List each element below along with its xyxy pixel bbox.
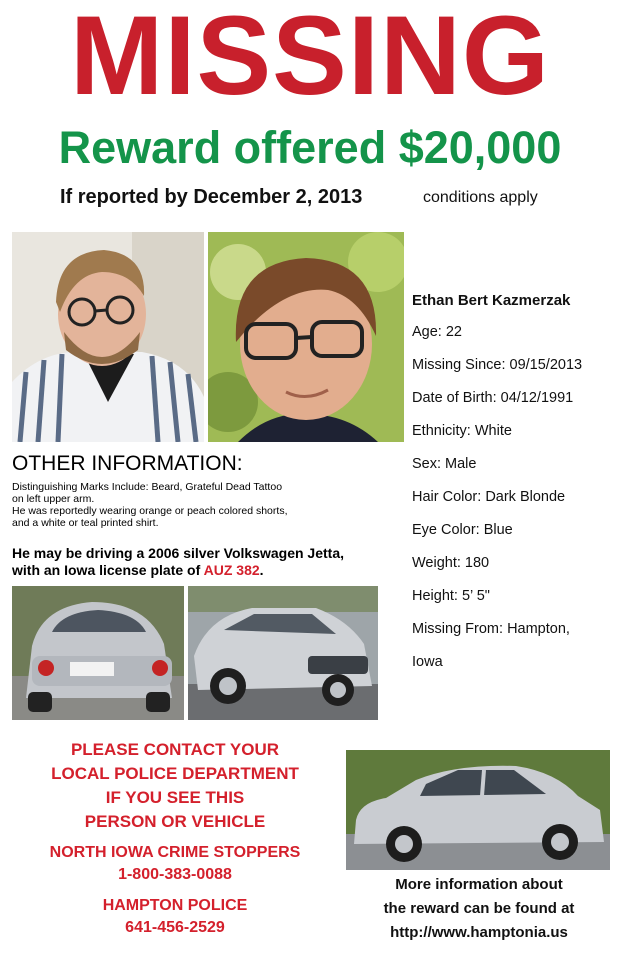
car-photo-rear — [12, 586, 184, 720]
distinguishing-marks — [12, 481, 397, 529]
contact-line: IF YOU SEE THIS — [105, 788, 245, 807]
more-info — [345, 873, 613, 945]
detail-age: Age: 22 — [412, 324, 462, 340]
contact-line: LOCAL POLICE DEPARTMENT — [51, 764, 299, 783]
detail-hair-color: Hair Color: Dark Blonde — [412, 489, 566, 505]
contact-line: PLEASE CONTACT YOUR — [70, 740, 280, 759]
detail-missing-from-state: Iowa — [412, 654, 443, 670]
vehicle-line-text: with an Iowa license plate of — [12, 562, 204, 578]
contact-section — [10, 738, 340, 939]
car-photo-side — [346, 750, 610, 870]
contact-line: PERSON OR VEHICLE — [84, 812, 266, 831]
reward-banner: Reward offered $20,000 — [58, 122, 562, 173]
detail-weight: Weight: 180 — [412, 555, 490, 571]
marks-line: and a white or teal printed shirt. — [12, 517, 159, 529]
detail-date-of-birth: Date of Birth: 04/12/1991 — [412, 390, 574, 406]
car-photo-front — [188, 586, 378, 720]
detail-height: Height: 5’ 5" — [412, 588, 490, 604]
vehicle-description — [12, 545, 402, 579]
hampton-police-phone: 641-456-2529 — [125, 919, 225, 936]
conditions-note: conditions apply — [423, 189, 538, 206]
detail-sex: Sex: Male — [412, 456, 477, 472]
vehicle-line-end: . — [259, 562, 264, 578]
detail-missing-from: Missing From: Hampton, — [412, 621, 570, 637]
hampton-police-name: HAMPTON POLICE — [102, 897, 248, 914]
person-photo-2 — [208, 232, 404, 442]
person-name: Ethan Bert Kazmerzak — [412, 292, 571, 309]
person-details — [412, 292, 612, 685]
detail-eye-color: Eye Color: Blue — [412, 522, 513, 538]
crime-stoppers-name: NORTH IOWA CRIME STOPPERS — [49, 844, 301, 861]
license-plate: AUZ 382 — [203, 562, 260, 578]
poster-title: MISSING — [70, 0, 550, 118]
other-info-heading: OTHER INFORMATION: — [12, 452, 243, 475]
marks-line: He was reportedly wearing orange or peach colored shorts, — [12, 505, 288, 517]
vehicle-line — [12, 562, 402, 579]
marks-line: on left upper arm. — [12, 493, 95, 505]
more-info-line: More information about — [395, 876, 563, 893]
reward-deadline: If reported by December 2, 2013 — [60, 186, 363, 208]
marks-line: Distinguishing Marks Include: Beard, Grateful Dead Tattoo — [12, 481, 283, 493]
website-link[interactable]: http://www.hamptonia.us — [390, 924, 568, 941]
crime-stoppers-phone: 1-800-383-0088 — [118, 866, 232, 883]
person-photo-1 — [12, 232, 204, 442]
vehicle-line: He may be driving a 2006 silver Volkswagen Jetta, — [12, 545, 345, 561]
detail-missing-since: Missing Since: 09/15/2013 — [412, 357, 583, 373]
more-info-line: the reward can be found at — [383, 900, 575, 917]
detail-ethnicity: Ethnicity: White — [412, 423, 512, 439]
